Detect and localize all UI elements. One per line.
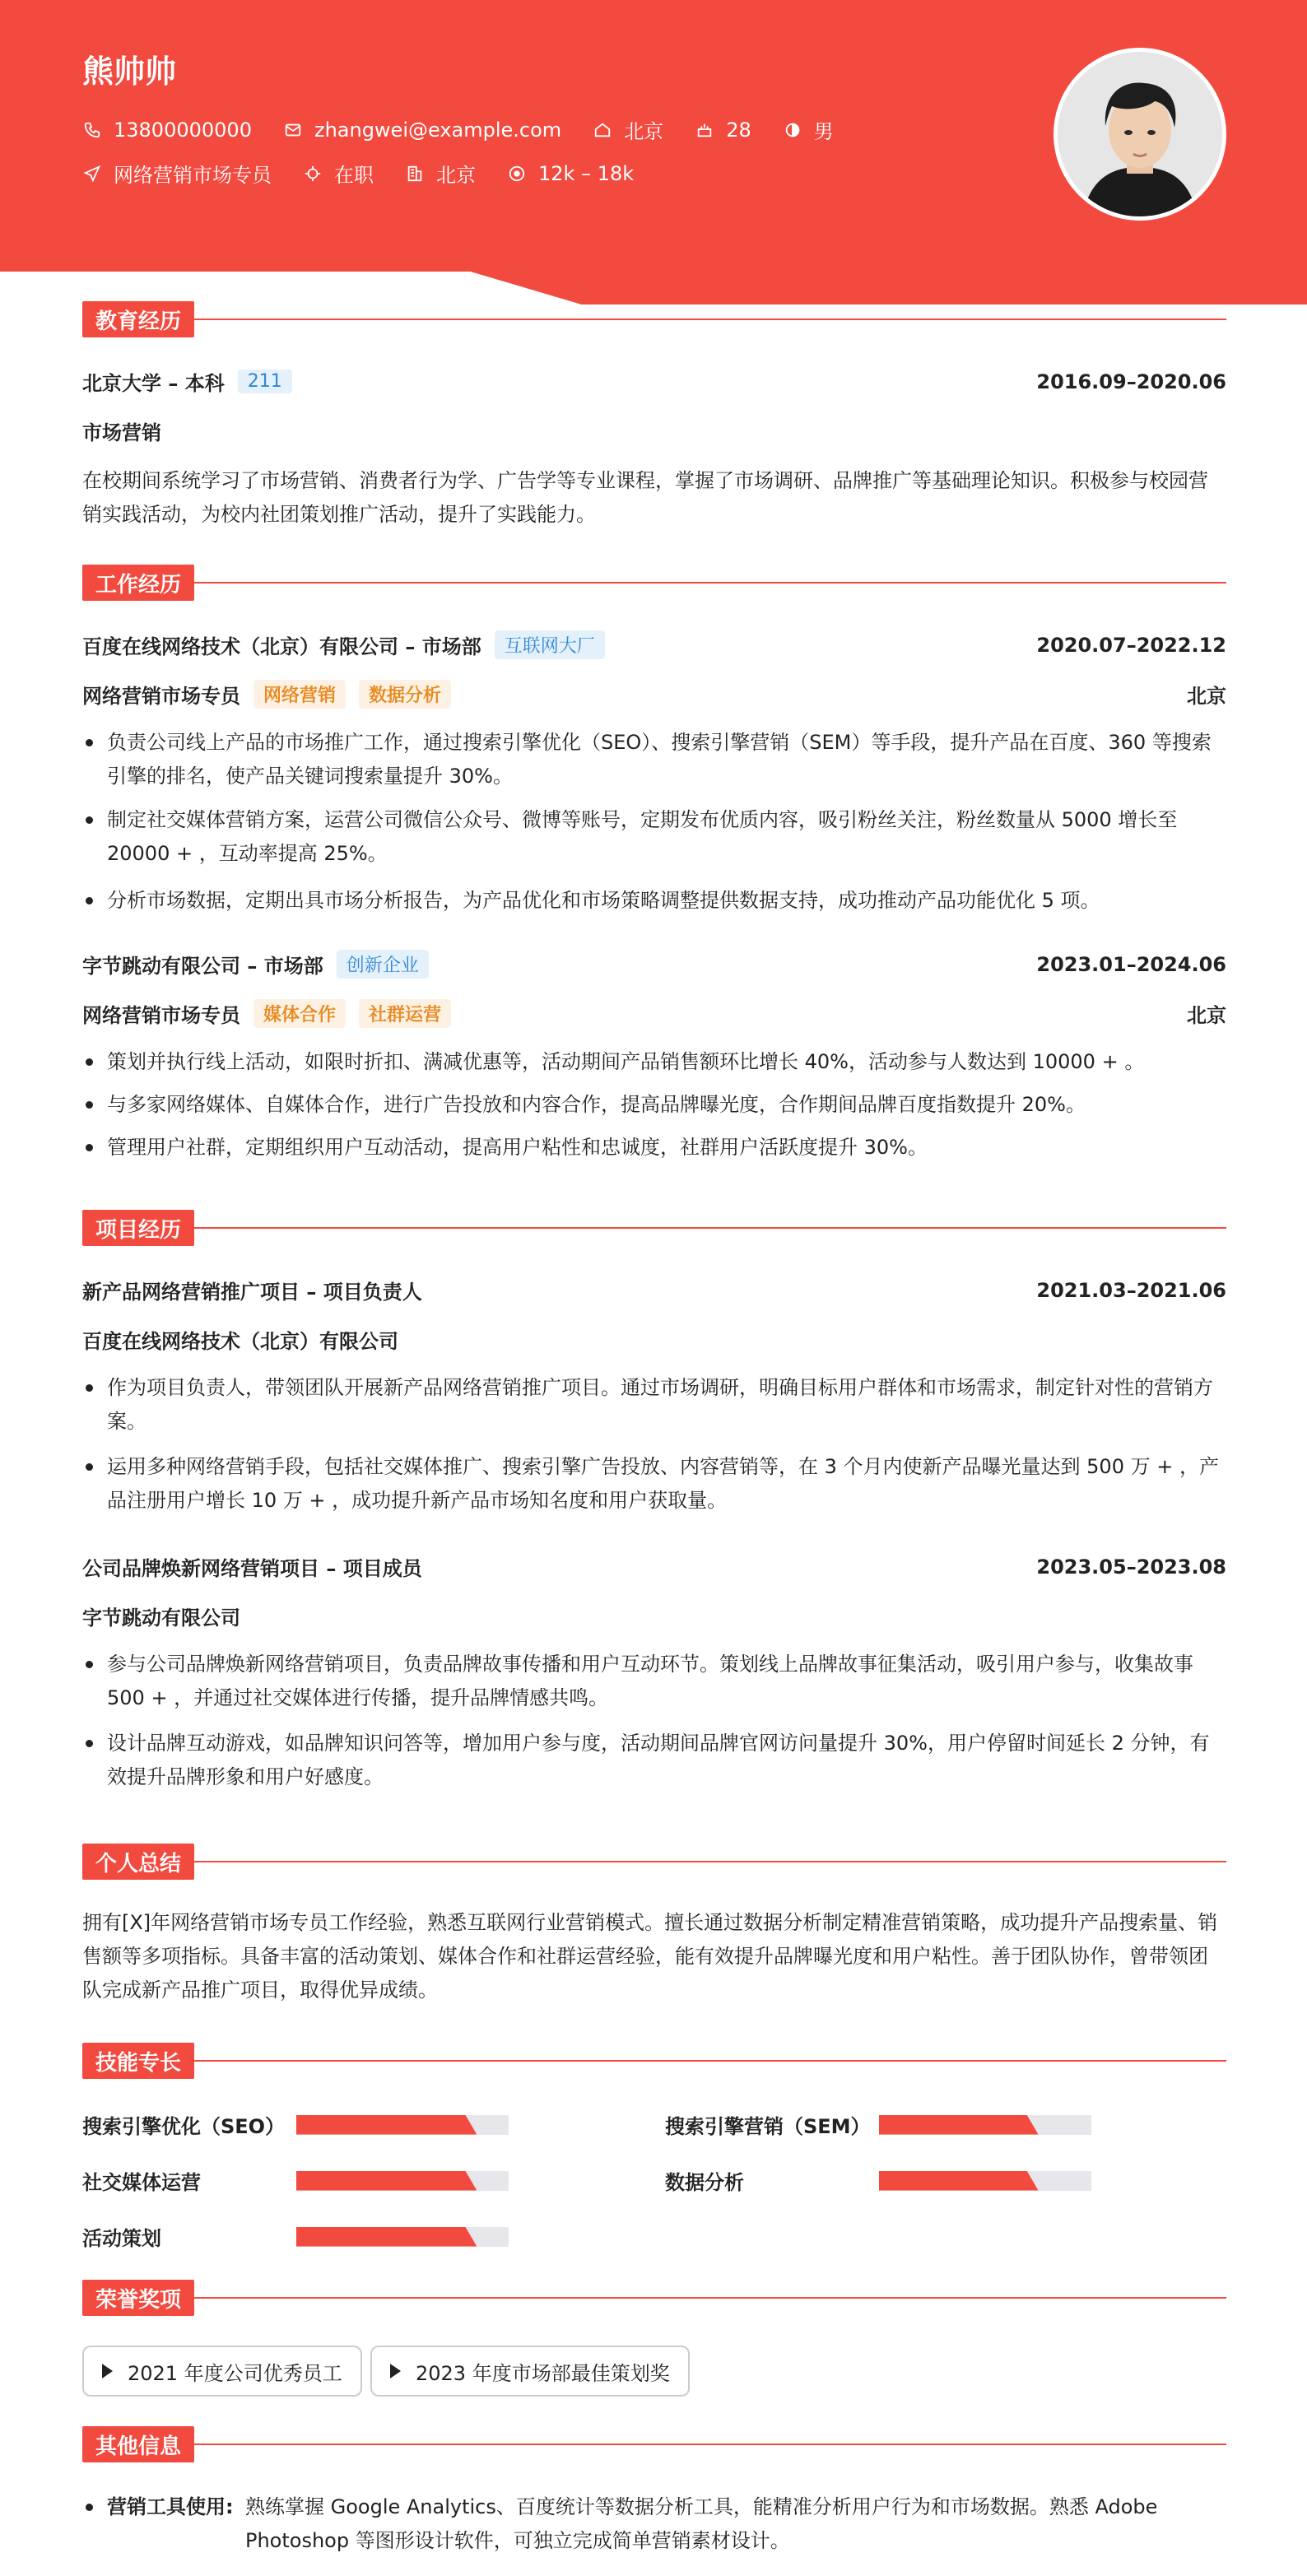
- project-company: 百度在线网络技术（北京）有限公司: [82, 1330, 398, 1353]
- play-icon: [102, 2364, 113, 2378]
- skill-bar: [879, 2115, 1091, 2135]
- city-info: 北京: [405, 159, 476, 188]
- status-info: 在职: [303, 159, 374, 188]
- skill-bar: [879, 2171, 1091, 2191]
- section-projects: 项目经历: [82, 1210, 1226, 1246]
- send-icon: [82, 164, 102, 184]
- job-role-row: [82, 680, 1226, 709]
- job-date: 2023.01–2024.06: [1036, 952, 1226, 976]
- skill-name: 搜索引擎营销（SEM）: [665, 2115, 871, 2138]
- job-bullet: 管理用户社群，定期组织用户互动活动，提高用户粘性和忠诚度，社群用户活跃度提升 30%。: [82, 1131, 1226, 1165]
- other-info-value: 熟练掌握 Google Analytics、百度统计等数据分析工具，能精准分析用户行为和市场数据。熟悉 Adobe Photoshop 等图形设计软件，可独立完成简单营销素材设计。: [245, 2495, 1158, 2552]
- project-name: 新产品网络营销推广项目 – 项目负责人: [82, 1281, 422, 1304]
- skill-fill: [879, 2115, 1039, 2135]
- company-badge: 互联网大厂: [495, 630, 605, 659]
- project-date: 2023.05–2023.08: [1036, 1555, 1226, 1579]
- skill-fill: [296, 2171, 477, 2191]
- home-icon: [593, 120, 612, 140]
- skill-bar: [296, 2171, 509, 2191]
- age-info: 28: [695, 119, 751, 142]
- building-icon: [405, 164, 425, 184]
- summary-text: 拥有[X]年网络营销市场专员工作经验，熟悉互联网行业营销模式。擅长通过数据分析制定精准营销策略，成功提升产品搜索量、销售额等多项指标。具备丰富的活动策划、媒体合作和社群运营经验，能有效提升品牌曝光度和用户粘性。善于团队协作，曾带领团队完成新产品推广项目，取得优异成绩。: [82, 1911, 1218, 2002]
- skill-name: 数据分析: [665, 2171, 744, 2194]
- play-icon: [390, 2364, 401, 2378]
- job-bullet: 负责公司线上产品的市场推广工作，通过搜索引擎优化（SEO）、搜索引擎营销（SEM）等手段，提升产品在百度、360 等搜索引擎的排名，使产品关键词搜索量提升 30%。: [82, 726, 1226, 793]
- job-header: [82, 950, 1226, 979]
- school-name: 北京大学 – 本科: [82, 372, 225, 395]
- position-info: 网络营销市场专员: [82, 159, 272, 188]
- skill-bar: [296, 2227, 509, 2247]
- job-bullet: 分析市场数据，定期出具市场分析报告，为产品优化和市场策略调整提供数据支持，成功推动产品功能优化 5 项。: [82, 884, 1226, 918]
- skill-item: [82, 2110, 509, 2139]
- candidate-name: 熊帅帅: [82, 53, 177, 90]
- award-item: 2021 年度公司优秀员工: [82, 2346, 362, 2397]
- status-icon: [303, 164, 323, 184]
- company-name: 字节跳动有限公司 – 市场部: [82, 955, 323, 978]
- project-bullet: 设计品牌互动游戏，如品牌知识问答等，增加用户参与度，活动期间品牌官网访问量提升 30%，用户停留时间延长 2 分钟，有效提升品牌形象和用户好感度。: [82, 1727, 1226, 1794]
- job-intent-row: [82, 159, 665, 188]
- project-name: 公司品牌焕新网络营销项目 – 项目成员: [82, 1557, 422, 1580]
- project-header: [82, 1276, 1226, 1304]
- project-header: [82, 1552, 1226, 1581]
- skill-item: [82, 2166, 509, 2195]
- avatar: [1054, 48, 1226, 221]
- job-role: 网络营销市场专员: [82, 685, 240, 708]
- mail-icon: [283, 120, 303, 140]
- skill-fill: [296, 2115, 477, 2135]
- project-bullet: 参与公司品牌焕新网络营销项目，负责品牌故事传播和用户互动环节。策划线上品牌故事征集活动，吸引用户参与，收集故事 500 + ，并通过社交媒体进行传播，提升品牌情感共鸣。: [82, 1648, 1226, 1715]
- money-icon: [507, 164, 527, 184]
- job-bullet: 与多家网络媒体、自媒体合作，进行广告投放和内容合作，提高品牌曝光度，合作期间品牌百度指数提升 20%。: [82, 1088, 1226, 1122]
- job-tag: 网络营销: [253, 680, 346, 709]
- skill-fill: [296, 2227, 477, 2247]
- skill-name: 社交媒体运营: [82, 2171, 201, 2194]
- other-info-key: 营销工具使用:: [107, 2495, 234, 2518]
- company-badge: 创新企业: [337, 950, 429, 979]
- section-other: 其他信息: [82, 2426, 1226, 2462]
- gender-info: 男: [783, 115, 834, 144]
- job-role-row: [82, 999, 1226, 1028]
- project-company: 字节跳动有限公司: [82, 1607, 240, 1630]
- project-company-row: [82, 1325, 1226, 1354]
- age-icon: [695, 120, 714, 140]
- phone-icon: [82, 120, 102, 140]
- skill-name: 活动策划: [82, 2227, 161, 2250]
- company-name: 百度在线网络技术（北京）有限公司 – 市场部: [82, 635, 481, 658]
- section-education: 教育经历: [82, 301, 1226, 337]
- project-bullet: 运用多种网络营销手段，包括社交媒体推广、搜索引擎广告投放、内容营销等，在 3 个月内使新产品曝光量达到 500 万 + ，产品注册用户增长 10 万 + ，成功提升新产品市场知名度和用户获取量。: [82, 1450, 1226, 1518]
- job-header: [82, 630, 1226, 659]
- project-bullet: 作为项目负责人，带领团队开展新产品网络营销推广项目。通过市场调研，明确目标用户群体和市场需求，制定针对性的营销方案。: [82, 1371, 1226, 1439]
- job-date: 2020.07–2022.12: [1036, 633, 1226, 657]
- education-date: 2016.09–2020.06: [1036, 370, 1226, 393]
- salary-info: 12k – 18k: [507, 162, 634, 185]
- phone-info: 13800000000: [82, 119, 252, 142]
- job-tag: 媒体合作: [253, 999, 346, 1028]
- job-role: 网络营销市场专员: [82, 1004, 240, 1027]
- award-item: 2023 年度市场部最佳策划奖: [370, 2346, 690, 2397]
- avatar-portrait-icon: [1058, 52, 1222, 216]
- job-city: 北京: [1187, 685, 1226, 708]
- other-info-item: [82, 2490, 1226, 2558]
- section-skills: 技能专长: [82, 2043, 1226, 2079]
- skill-bar: [296, 2115, 509, 2135]
- location-info: 北京: [593, 115, 663, 144]
- project-company-row: [82, 1602, 1226, 1630]
- contact-row: [82, 115, 865, 144]
- skill-fill: [879, 2171, 1039, 2191]
- section-summary: 个人总结: [82, 1844, 1226, 1880]
- section-work: 工作经历: [82, 565, 1226, 601]
- skill-item: [82, 2222, 509, 2251]
- job-city: 北京: [1187, 1004, 1226, 1027]
- major: 市场营销: [82, 421, 161, 444]
- job-tag: 社群运营: [359, 999, 451, 1028]
- gender-icon: [783, 120, 802, 140]
- job-tag: 数据分析: [359, 680, 451, 709]
- job-bullet: 策划并执行线上活动，如限时折扣、满减优惠等，活动期间产品销售额环比增长 40%，活动参与人数达到 10000 + 。: [82, 1045, 1226, 1079]
- school-badge: 211: [238, 370, 292, 393]
- email-info: zhangwei@example.com: [283, 119, 561, 142]
- skill-item: [665, 2166, 1091, 2195]
- project-date: 2021.03–2021.06: [1036, 1278, 1226, 1302]
- job-bullet: 制定社交媒体营销方案，运营公司微信公众号、微博等账号，定期发布优质内容，吸引粉丝关注，粉丝数量从 5000 增长至 20000 + ，互动率提高 25%。: [82, 803, 1226, 871]
- education-desc: 在校期间系统学习了市场营销、消费者行为学、广告学等专业课程，掌握了市场调研、品牌推广等基础理论知识。积极参与校园营销实践活动，为校内社团策划推广活动，提升了实践能力。: [82, 469, 1208, 526]
- skill-item: [665, 2110, 1091, 2139]
- major-row: [82, 416, 1226, 445]
- education-header: [82, 367, 1226, 396]
- section-awards: 荣誉奖项: [82, 2280, 1226, 2316]
- skill-name: 搜索引擎优化（SEO）: [82, 2115, 286, 2138]
